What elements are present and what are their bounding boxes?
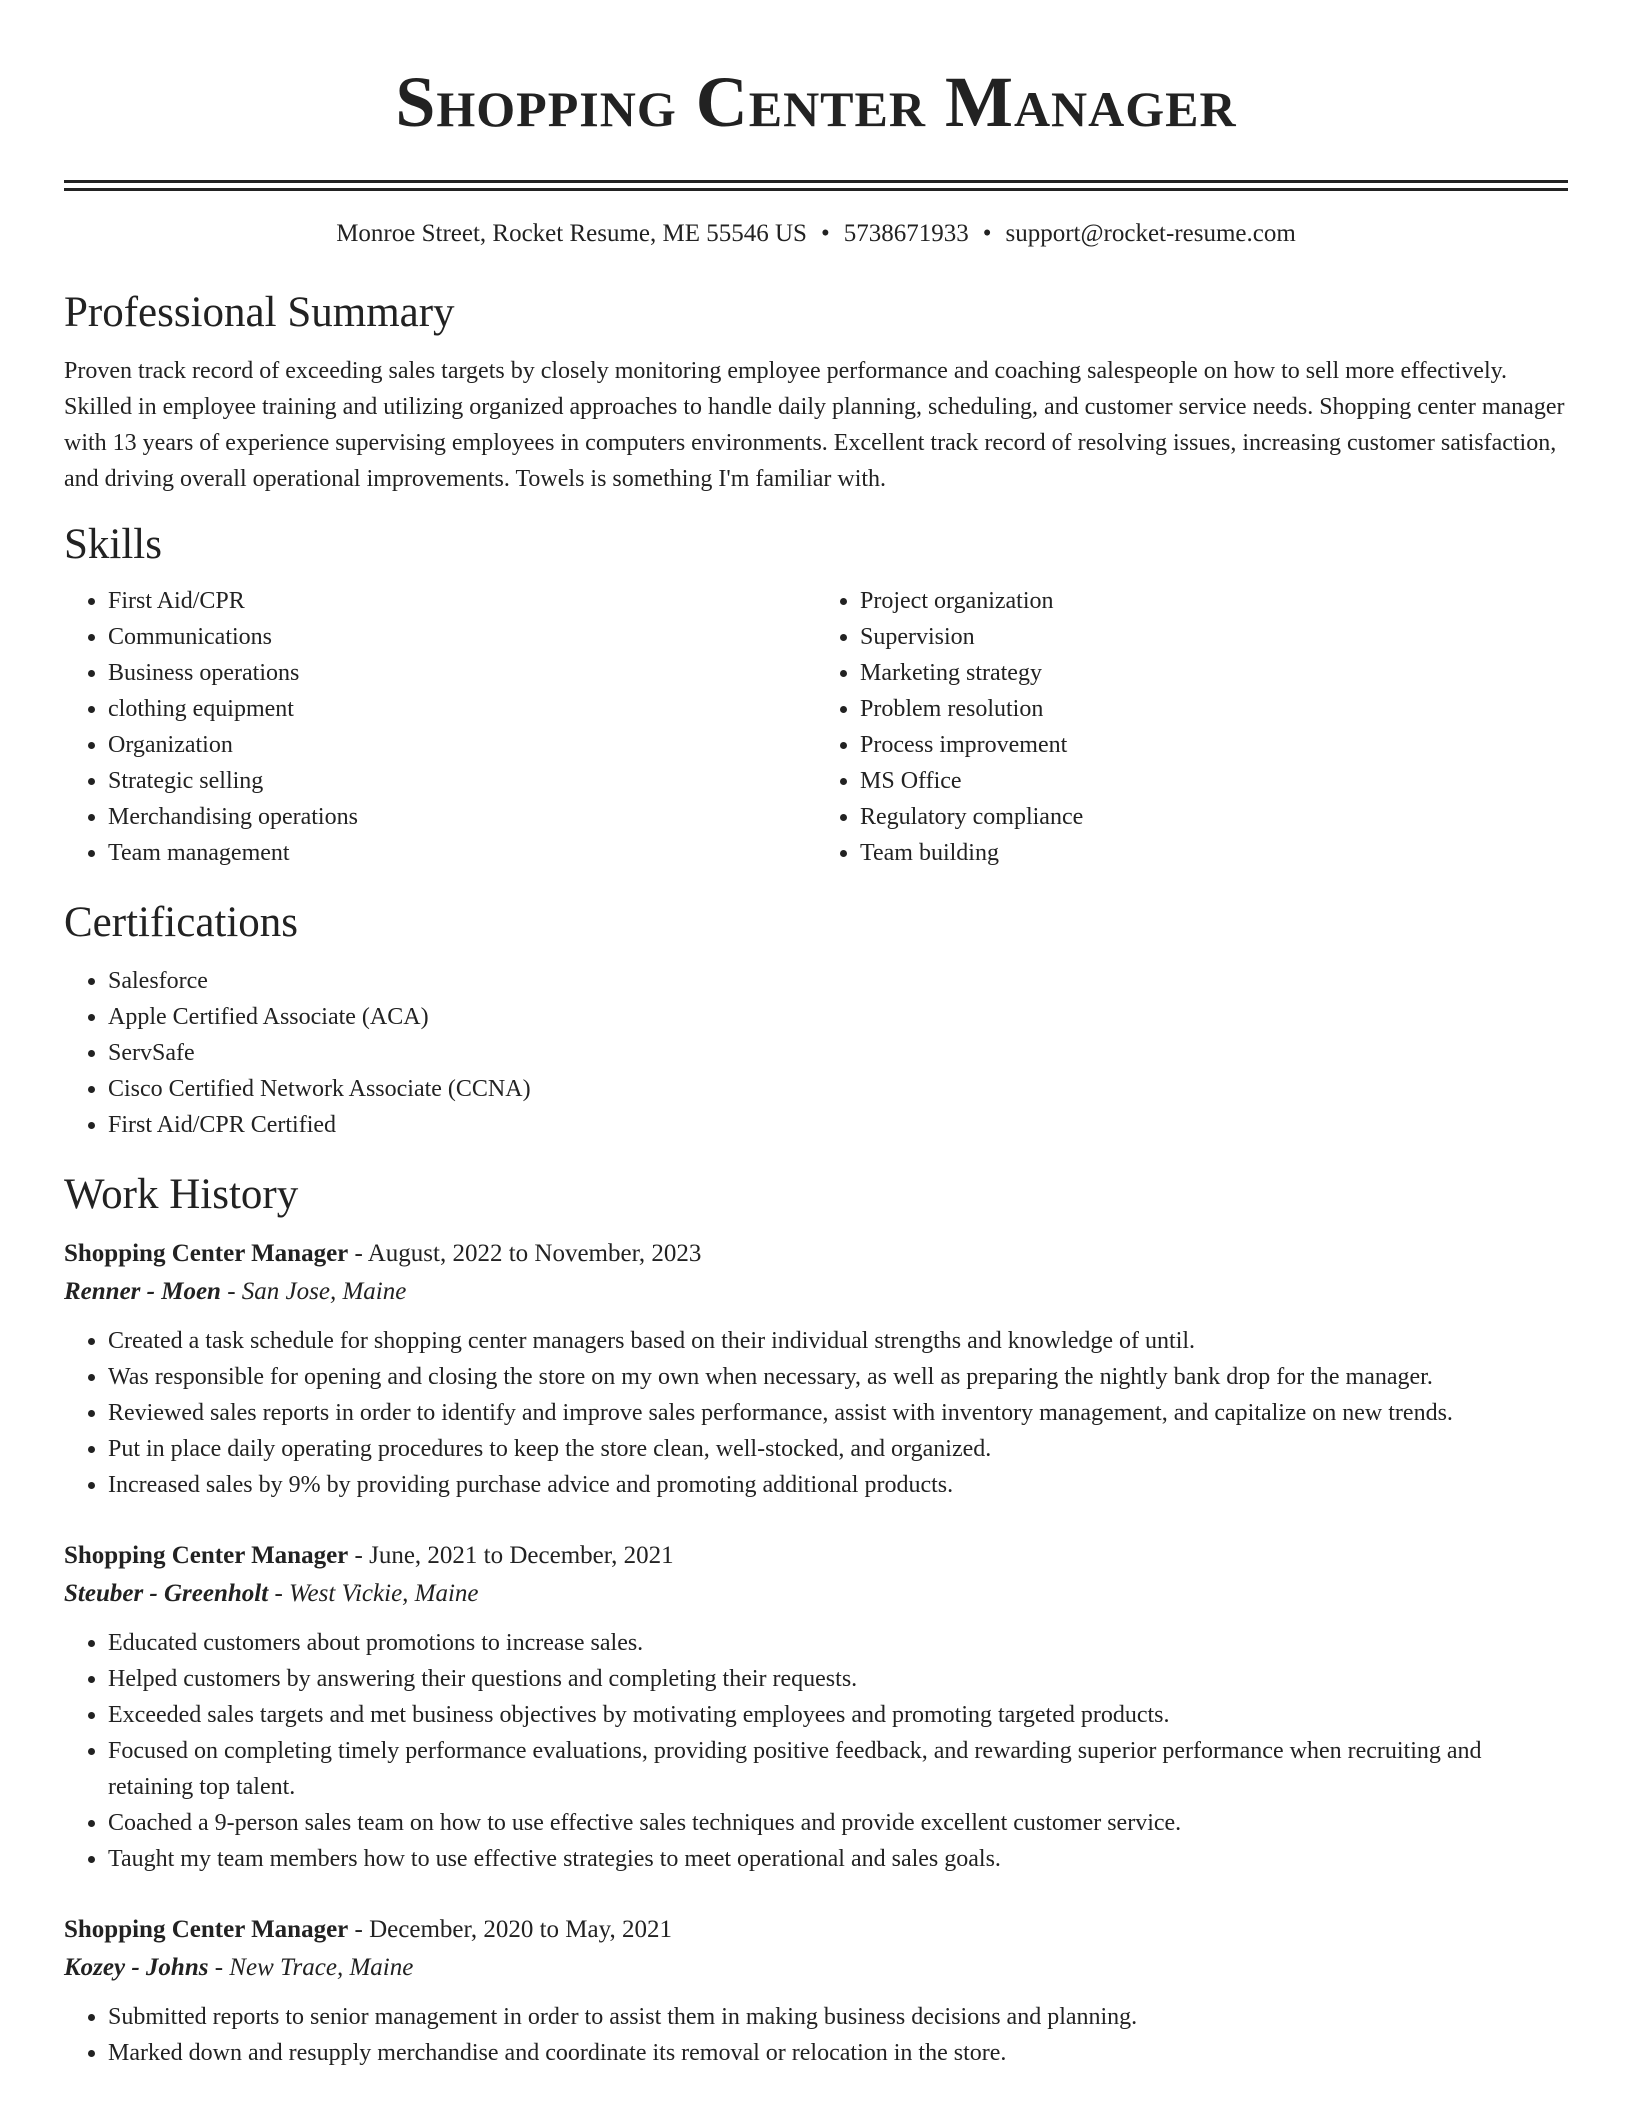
summary-text: Proven track record of exceeding sales targets by closely monitoring employee performance and coaching salespeople on how to sell more effectively. Skilled in employee training and utilizing organized approaches to handle daily planning, scheduling, and customer service needs. Shopping center manager with 13 years of experience supervising employees in computers environments. Excellent track record of resolving issues, increasing customer satisfaction, and driving overall operational improvements. Towels is something I'm familiar with. bbox=[64, 358, 1565, 492]
skill-item: • Team management bbox=[108, 835, 816, 871]
job-bullets bbox=[64, 1999, 1568, 2071]
job-dates: December, 2020 to May, 2021 bbox=[369, 1916, 672, 1943]
contact-line bbox=[64, 217, 1568, 251]
job-dates: August, 2022 to November, 2023 bbox=[367, 1240, 702, 1267]
skill-item: • Team building bbox=[860, 835, 1568, 871]
skill-item: • Regulatory compliance bbox=[860, 799, 1568, 835]
job-bullet: • Taught my team members how to use effective strategies to meet operational and sales goals. bbox=[108, 1841, 1568, 1877]
job-company-line: Renner - Moen - San Jose, Maine bbox=[64, 1278, 407, 1305]
job-bullet: • Was responsible for opening and closing the store on my own when necessary, as well as preparing the nightly bank drop for the manager. bbox=[108, 1359, 1568, 1395]
job-location: San Jose, Maine bbox=[241, 1278, 407, 1305]
job-bullet: • Put in place daily operating procedures to keep the store clean, well-stocked, and organized. bbox=[108, 1431, 1568, 1467]
job-bullets bbox=[64, 1323, 1568, 1503]
job-header: Shopping Center Manager - August, 2022 to November, 2023 bbox=[64, 1240, 702, 1267]
job-bullet: • Coached a 9-person sales team on how to use effective sales techniques and provide excellent customer service. bbox=[108, 1805, 1568, 1841]
job-bullet: • Submitted reports to senior management in order to assist them in making business decisions and planning. bbox=[108, 1999, 1568, 2035]
work-history-heading: Work History bbox=[64, 1171, 299, 1218]
job-location: West Vickie, Maine bbox=[289, 1580, 479, 1607]
skills-list-left bbox=[64, 583, 816, 871]
skill-item: • Strategic selling bbox=[108, 763, 816, 799]
job-header: Shopping Center Manager - December, 2020 to May, 2021 bbox=[64, 1916, 672, 1943]
job-company-line: Steuber - Greenholt - West Vickie, Maine bbox=[64, 1580, 479, 1607]
skills-columns bbox=[64, 583, 1568, 871]
certification-item: • Salesforce bbox=[108, 963, 1568, 999]
contact-address: Monroe Street, Rocket Resume, ME 55546 US bbox=[336, 220, 807, 247]
job-dates: June, 2021 to December, 2021 bbox=[369, 1542, 674, 1569]
contact-email: support@rocket-resume.com bbox=[1005, 220, 1296, 247]
skills-list-right bbox=[816, 583, 1568, 871]
certification-item: • First Aid/CPR Certified bbox=[108, 1107, 1568, 1143]
skill-item: • Organization bbox=[108, 727, 816, 763]
job-entry bbox=[64, 1911, 1568, 2071]
job-company-line: Kozey - Johns - New Trace, Maine bbox=[64, 1954, 414, 1981]
skill-item: • Problem resolution bbox=[860, 691, 1568, 727]
skill-item: • Supervision bbox=[860, 619, 1568, 655]
skill-item: • First Aid/CPR bbox=[108, 583, 816, 619]
skill-item: • Communications bbox=[108, 619, 816, 655]
certification-item: • Cisco Certified Network Associate (CCNA) bbox=[108, 1071, 1568, 1107]
job-bullet: • Created a task schedule for shopping center managers based on their individual strengths and knowledge of until. bbox=[108, 1323, 1568, 1359]
job-entry bbox=[64, 1235, 1568, 1503]
job-title: Shopping Center Manager bbox=[64, 1240, 349, 1267]
candidate-name: Shopping Center Manager bbox=[395, 62, 1237, 142]
skill-item: • MS Office bbox=[860, 763, 1568, 799]
job-title: Shopping Center Manager bbox=[64, 1542, 349, 1569]
skill-item: • Merchandising operations bbox=[108, 799, 816, 835]
job-company: Kozey - Johns bbox=[64, 1954, 209, 1981]
job-bullet: • Educated customers about promotions to increase sales. bbox=[108, 1625, 1568, 1661]
job-company: Renner - Moen bbox=[64, 1278, 221, 1305]
job-location: New Trace, Maine bbox=[229, 1954, 414, 1981]
contact-separator: • bbox=[982, 220, 992, 247]
job-bullet: • Increased sales by 9% by providing purchase advice and promoting additional products. bbox=[108, 1467, 1568, 1503]
job-bullet: • Exceeded sales targets and met business objectives by motivating employees and promoting targeted products. bbox=[108, 1697, 1568, 1733]
job-entry bbox=[64, 1537, 1568, 1877]
skill-item: • Project organization bbox=[860, 583, 1568, 619]
contact-separator: • bbox=[820, 220, 830, 247]
job-header: Shopping Center Manager - June, 2021 to December, 2021 bbox=[64, 1542, 674, 1569]
job-bullet: • Marked down and resupply merchandise and coordinate its removal or relocation in the store. bbox=[108, 2035, 1568, 2071]
job-company: Steuber - Greenholt bbox=[64, 1580, 269, 1607]
job-bullets bbox=[64, 1625, 1568, 1877]
skills-heading: Skills bbox=[64, 521, 162, 568]
certification-item: • ServSafe bbox=[108, 1035, 1568, 1071]
skill-item: • Process improvement bbox=[860, 727, 1568, 763]
resume-page bbox=[64, 0, 1568, 2071]
contact-phone: 5738671933 bbox=[843, 220, 969, 247]
skill-item: • Business operations bbox=[108, 655, 816, 691]
job-bullet: • Focused on completing timely performance evaluations, providing positive feedback, and rewarding superior performance when recruiting and retaining top talent. bbox=[108, 1733, 1568, 1805]
header-divider bbox=[64, 180, 1568, 191]
job-bullet: • Reviewed sales reports in order to identify and improve sales performance, assist with inventory management, and capitalize on new trends. bbox=[108, 1395, 1568, 1431]
job-bullet: • Helped customers by answering their questions and completing their requests. bbox=[108, 1661, 1568, 1697]
skill-item: • Marketing strategy bbox=[860, 655, 1568, 691]
certification-item: • Apple Certified Associate (ACA) bbox=[108, 999, 1568, 1035]
certifications-list bbox=[64, 963, 1568, 1143]
certifications-heading: Certifications bbox=[64, 899, 299, 946]
skill-item: • clothing equipment bbox=[108, 691, 816, 727]
job-title: Shopping Center Manager bbox=[64, 1916, 349, 1943]
summary-heading: Professional Summary bbox=[64, 289, 455, 336]
